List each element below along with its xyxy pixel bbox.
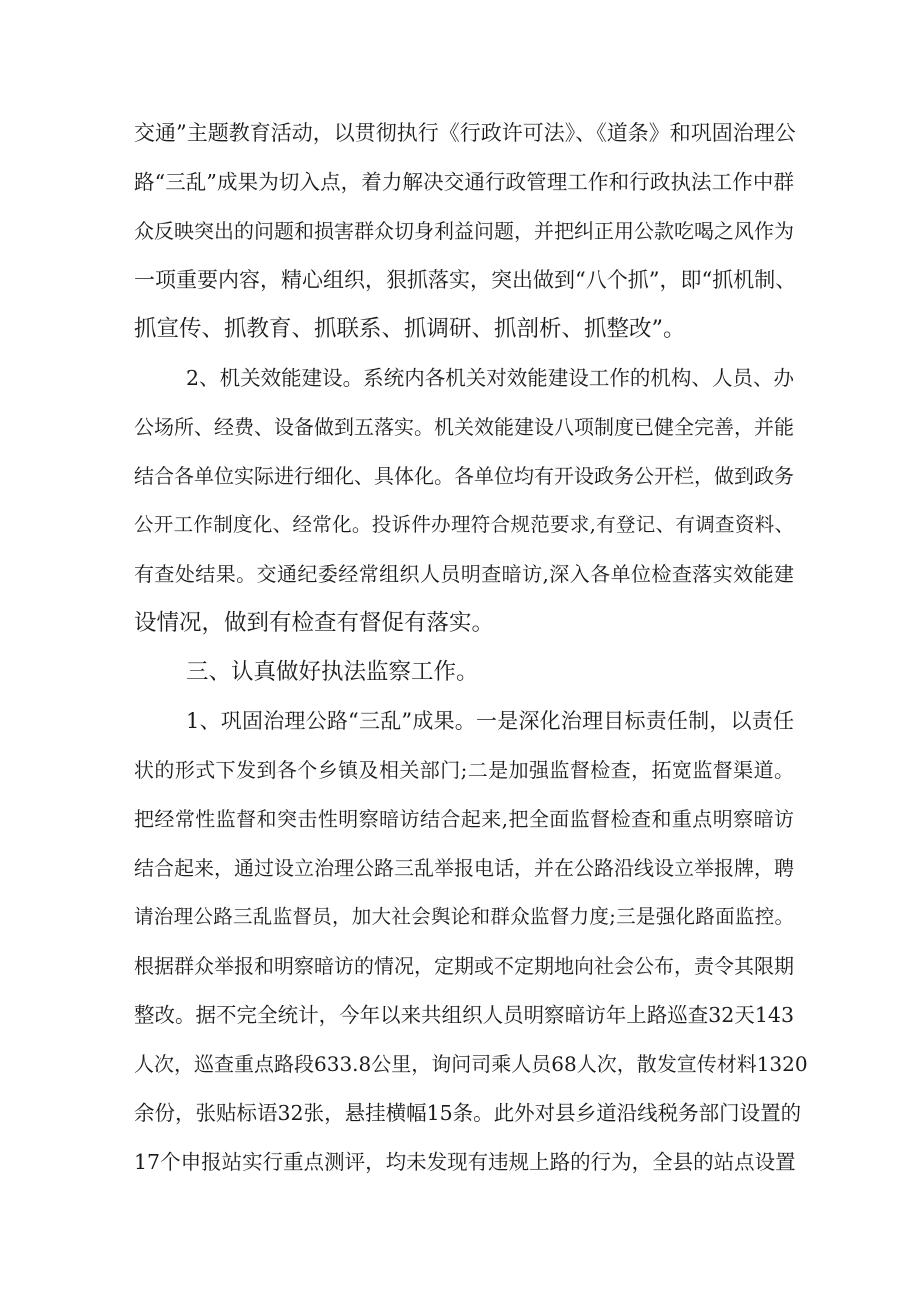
text-line: 根据群众举报和明察暗访的情况，定期或不定期地向社会公布，责令其限期 <box>134 954 794 978</box>
section-heading: 三、认真做好执法监察工作。 <box>186 659 479 685</box>
text-line: 一项重要内容，精心组织，狠抓落实，突出做到“八个抓”，即“抓机制、 <box>134 268 797 292</box>
text-line: 余份，张贴标语32张，悬挂横幅15条。此外对县乡道沿线税务部门设置的 <box>134 1101 802 1125</box>
text-line: 交通”主题教育活动，以贯彻执行《行政许可法》、《道条》和巩固治理公 <box>134 121 796 145</box>
text-line: 抓宣传、抓教育、抓联系、抓调研、抓剖析、抓整改”。 <box>134 316 686 342</box>
text-line: 请治理公路三乱监督员，加大社会舆论和群众监督力度;三是强化路面监控。 <box>134 905 794 928</box>
text-line: 结合各单位实际进行细化、具体化。各单位均有开设政务公开栏，做到政务 <box>134 464 794 488</box>
text-line: 把经常性监督和突击性明察暗访结合起来,把全面监督检查和重点明察暗访 <box>134 807 794 831</box>
text-line: 17个申报站实行重点测评，均未发现有违规上路的行为，全县的站点设置 <box>134 1150 796 1174</box>
text-line: 路“三乱”成果为切入点，着力解决交通行政管理工作和行政执法工作中群 <box>134 170 794 194</box>
text-line: 众反映突出的问题和损害群众切身利益问题，并把纠正用公款吃喝之风作为 <box>134 219 794 243</box>
text-line: 有查处结果。交通纪委经常组织人员明查暗访,深入各单位检查落实效能建 <box>134 562 794 586</box>
text-line: 1、巩固治理公路“三乱”成果。一是深化治理目标责任制，以责任 <box>186 709 794 733</box>
text-line: 公场所、经费、设备做到五落实。机关效能建设八项制度已健全完善，并能 <box>134 415 794 439</box>
text-line: 公开工作制度化、经常化。投诉件办理符合规范要求,有登记、有调查资料、 <box>134 513 794 536</box>
text-line: 状的形式下发到各个乡镇及相关部门;二是加强监督检查，拓宽监督渠道。 <box>134 758 794 782</box>
text-line: 整改。据不完全统计，今年以来共组织人员明察暗访年上路巡查32天143 <box>134 1003 794 1027</box>
text-line: 结合起来，通过设立治理公路三乱举报电话，并在公路沿线设立举报牌，聘 <box>134 856 794 880</box>
text-line: 设情况，做到有检查有督促有落实。 <box>134 610 495 636</box>
text-line: 2、机关效能建设。系统内各机关对效能建设工作的机构、人员、办 <box>186 366 794 390</box>
text-line: 人次，巡查重点路段633.8公里，询问司乘人员68人次，散发宣传材料1320 <box>134 1052 808 1076</box>
